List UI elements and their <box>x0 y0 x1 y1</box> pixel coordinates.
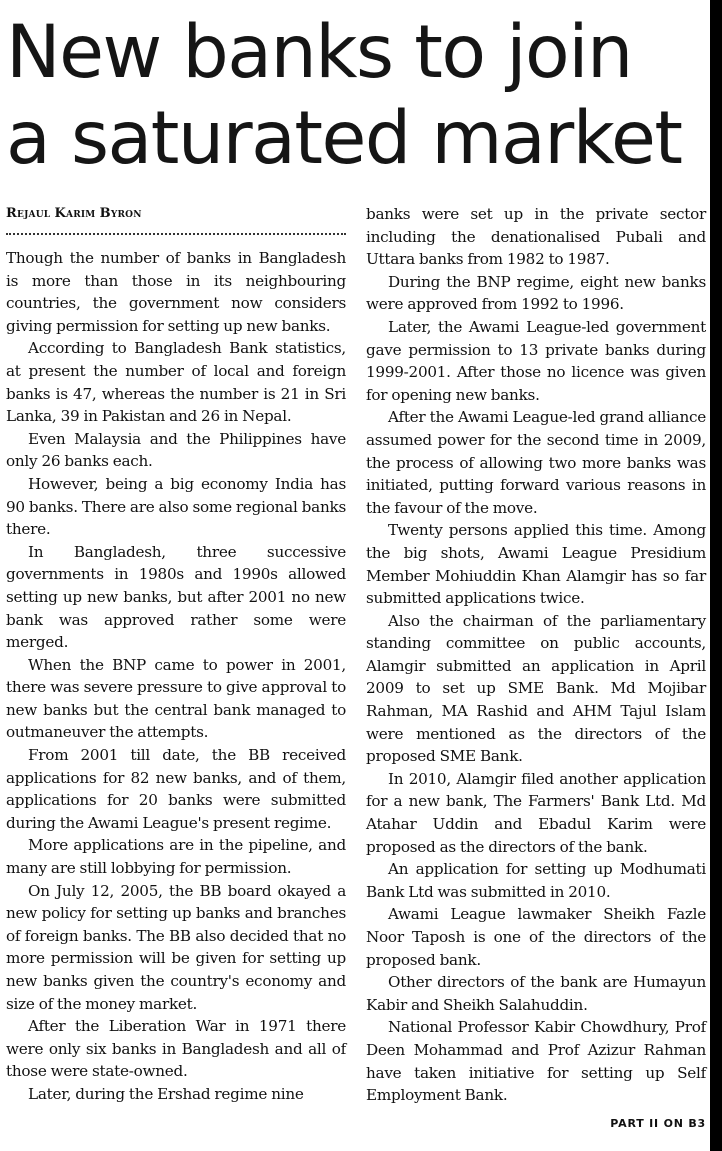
paragraph: In Bangladesh, three successive governments in 1980s and 1990s allowed setting up new banks, but after 2001 no new bank was approved rather some were merged. <box>6 542 346 652</box>
paragraph: In 2010, Alamgir filed another application for a new bank, The Farmers' Bank Ltd. Md Atahar Uddin and Ebadul Karim were proposed as the directors of the bank. <box>366 769 706 856</box>
paragraph: After the Liberation War in 1971 there were only six banks in Bangladesh and all of those were state-owned. <box>6 1017 346 1081</box>
paragraph: Even Malaysia and the Philippines have only 26 banks each. <box>6 429 346 471</box>
paragraph: According to Bangladesh Bank statistics, at present the number of local and foreign banks is 47, whereas the number is 21 in Sri Lanka, 39 in Pakistan and 26 in Nepal. <box>6 339 346 426</box>
paragraph: After the Awami League-led grand alliance assumed power for the second time in 2009, the process of allowing two more banks was initiated, putting forward various reasons in the favour of the move. <box>366 408 706 517</box>
paragraph: On July 12, 2005, the BB board okayed a new policy for setting up banks and branches of foreign banks. The BB also decided that no more permission will be given for setting up new banks given the country's economy and size of the money market. <box>6 881 346 1013</box>
continuation-note: PART II ON B3 <box>610 1117 706 1130</box>
paragraph: Though the number of banks in Bangladesh is more than those in its neighbouring countries, the government now considers giving permission for setting up new banks. <box>6 249 346 335</box>
paragraph: Later, during the Ershad regime nine <box>28 1084 304 1103</box>
headline <box>6 10 706 182</box>
paragraph: Twenty persons applied this time. Among the big shots, Awami League Presidium Member Mohiuddin Khan Alamgir has so far submitted applications twice. <box>366 521 706 608</box>
paragraph: During the BNP regime, eight new banks were approved from 1992 to 1996. <box>366 272 706 314</box>
byline-divider <box>6 233 346 235</box>
paragraph: However, being a big economy India has 90 banks. There are also some regional banks there. <box>6 474 346 539</box>
byline: Rejaul Karim Byron <box>6 206 142 221</box>
page-edge <box>710 0 722 1151</box>
paragraph: When the BNP came to power in 2001, there was severe pressure to give approval to new banks but the central bank managed to outmaneuver the attempts. <box>6 655 346 742</box>
paragraph: Other directors of the bank are Humayun Kabir and Sheikh Salahuddin. <box>366 973 706 1014</box>
paragraph: Also the chairman of the parliamentary standing committee on public accounts, Alamgir submitted an application in April 2009 to set up SME Bank. Md Mojibar Rahman, MA Rashid and AHM Tajul Islam were mentioned as the directors of the proposed SME Bank. <box>366 611 706 766</box>
paragraph: National Professor Kabir Chowdhury, Prof Deen Mohammad and Prof Azizur Rahman have taken initiative for setting up Self Employment Bank. <box>366 1018 706 1105</box>
paragraph: Later, the Awami League-led government gave permission to 13 private banks during 1999-2001. After those no licence was given for opening new banks. <box>366 317 706 404</box>
paragraph: From 2001 till date, the BB received applications for 82 new banks, and of them, applications for 20 banks were submitted during the Awami League's present regime. <box>6 746 346 832</box>
article-column-left <box>6 203 346 1106</box>
headline-line-1: New banks to join <box>6 10 632 95</box>
paragraph: Awami League lawmaker Sheikh Fazle Noor Taposh is one of the directors of the proposed bank. <box>366 905 706 969</box>
article-column-right <box>366 203 706 1107</box>
paragraph: banks were set up in the private sector including the denationalised Pubali and Uttara banks from 1982 to 1987. <box>366 205 706 269</box>
paragraph: More applications are in the pipeline, and many are still lobbying for permission. <box>6 836 346 878</box>
paragraph: An application for setting up Modhumati Bank Ltd was submitted in 2010. <box>366 860 706 901</box>
headline-line-2: a saturated market <box>6 96 682 181</box>
